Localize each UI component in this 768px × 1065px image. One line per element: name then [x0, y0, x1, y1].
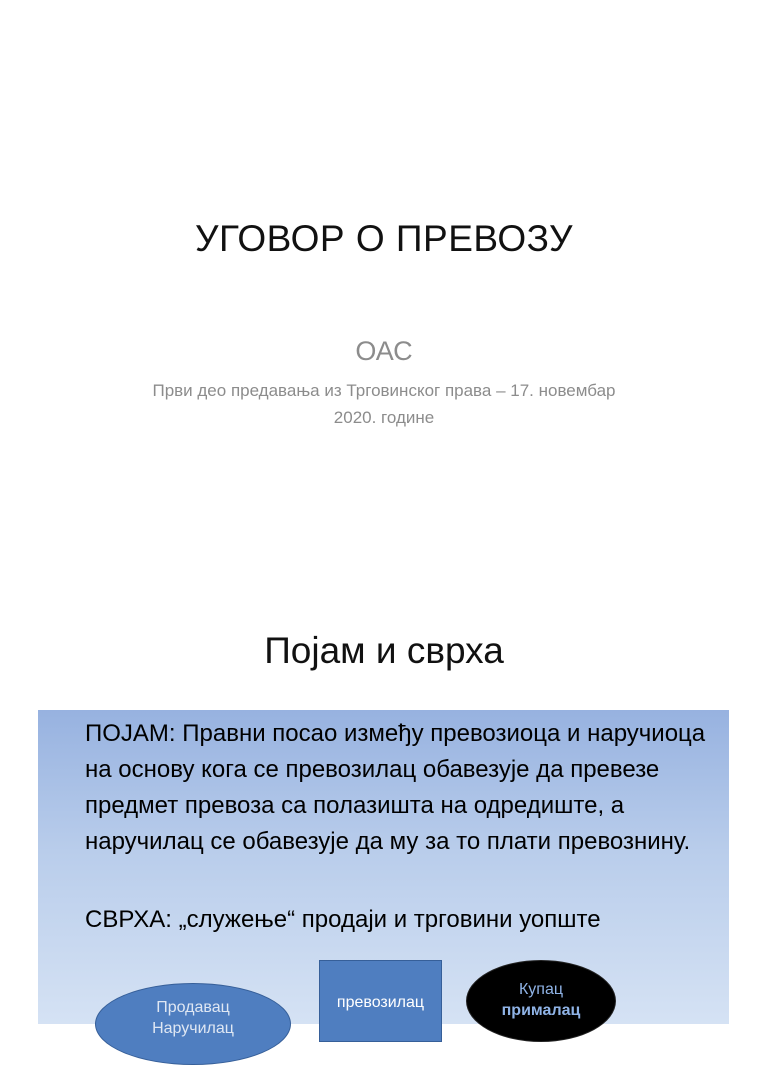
buyer-label: Купац [518, 981, 564, 998]
slide-title: УГОВОР О ПРЕВОЗУ [194, 218, 574, 259]
carrier-node [319, 960, 442, 1042]
purpose-text: СВРХА: „служење“ продаји и трговини уопште [85, 906, 601, 933]
content-box [38, 710, 729, 1037]
carrier-label: превозилац [336, 994, 425, 1011]
buyer-node [466, 960, 616, 1042]
slide-heading: Појам и сврха [264, 630, 504, 671]
recipient-label: прималац [501, 1002, 581, 1019]
seller-node [95, 983, 291, 1065]
slide-author: ОАС [355, 336, 413, 366]
parties-diagram [38, 960, 729, 1040]
seller-label: Продавац [156, 999, 230, 1016]
orderer-label: Наручилац [152, 1020, 234, 1037]
definition-text: ПОЈАМ: Правни посао између превозиоца и наручиоца на основу кога се превозилац обавезује да превезе предмет превоза са полазишта на одредиште, а наручилац се обавезује да му за то плати превознину. [85, 720, 706, 855]
slide-subtitle: Први део предавања из Трговинског права – 17. новембар 2020. године [152, 381, 616, 427]
content-slide [0, 576, 768, 1037]
